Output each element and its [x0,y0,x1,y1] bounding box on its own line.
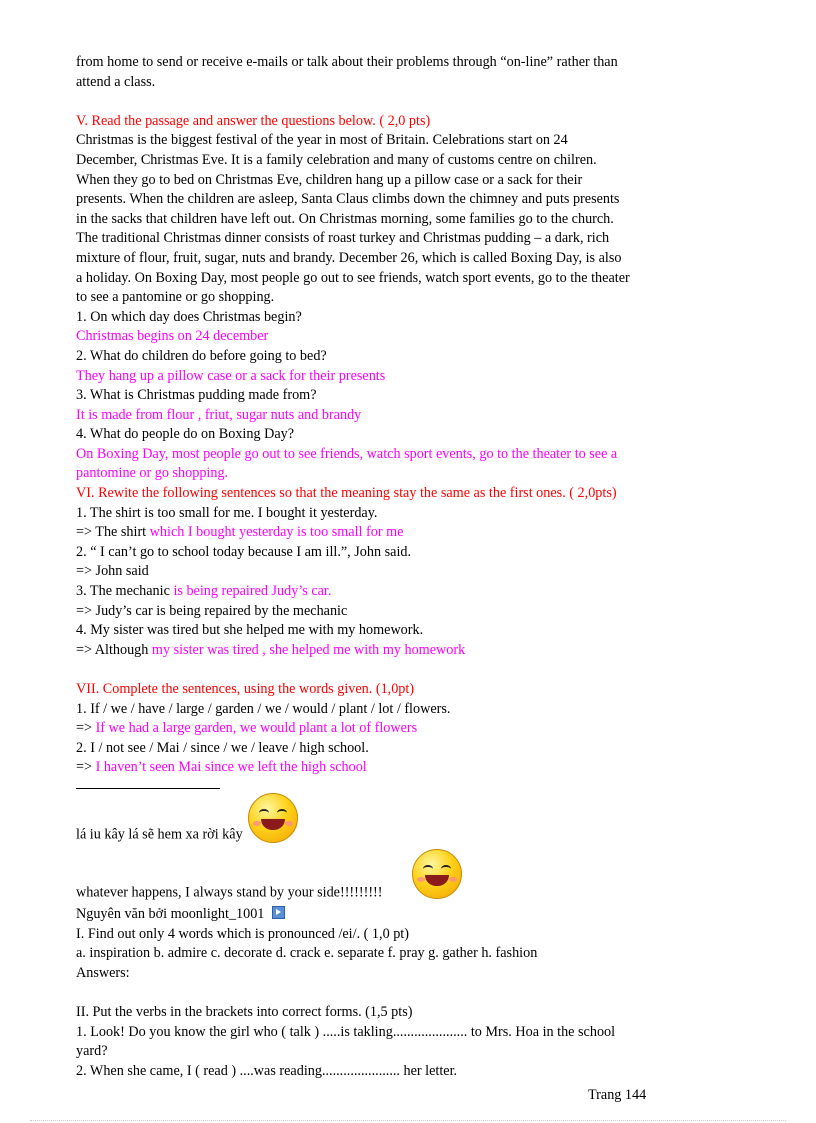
page-bottom-border [30,1120,786,1121]
answer: It is made from flour , friut, sugar nuts and brandy [76,406,362,423]
question: 4. What do people do on Boxing Day? [76,426,295,443]
view-post-arrow-icon[interactable] [272,906,285,919]
sentence: 2. I / not see / Mai / since / we / leave / high school. [76,739,369,756]
sentence-answer: is being repaired Judy’s car. [173,583,332,600]
rewrite-prefix: => Although [76,641,152,658]
completion-prefix: => [76,759,96,776]
passage-line: The traditional Christmas dinner consists of roast turkey and Christmas pudding – a dark, rich [76,230,610,247]
signature-divider [76,788,220,789]
intro-line: from home to send or receive e-mails or talk about their problems through “on-line” rather than [76,54,618,70]
sentence [76,582,716,602]
passage-line: Christmas is the biggest festival of the year in most of Britain. Celebrations start on 24 [76,132,568,149]
completion-line [76,719,716,739]
completion-answer: I haven’t seen Mai since we left the high school [95,759,367,776]
question: 2. What do children do before going to bed? [76,347,327,364]
answer: On Boxing Day, most people go out to see friends, watch sport events, go to the theater to see a [76,445,618,462]
rewrite-line: => John said [76,563,149,580]
smiley-icon [248,793,298,843]
options-line: a. inspiration b. admire c. decorate d. crack e. separate f. pray g. gather h. fashion [76,945,538,962]
passage-line: in the sacks that children have left out. On Christmas morning, some families go to the church. [76,210,614,227]
passage-line: December, Christmas Eve. It is a family celebration and many of customs centre on chilren. [76,151,597,168]
signature-line [76,795,716,847]
signature-text: whatever happens, I always stand by your side!!!!!!!!! [76,884,383,901]
rewrite-answer: which I bought yesterday is too small for me [149,524,404,541]
completion-prefix: => [76,720,96,737]
passage-line: When they go to bed on Christmas Eve, children hang up a pillow case or a sack for their [76,171,583,188]
exercise-heading: II. Put the verbs in the brackets into correct forms. (1,5 pts) [76,1003,413,1020]
completion-line [76,758,716,778]
question: 3. What is Christmas pudding made from? [76,387,317,404]
rewrite-prefix: => The shirt [76,524,150,541]
document-page [76,53,716,1081]
quote-author-line [76,905,716,925]
rewrite-line [76,523,716,543]
exercise-heading: I. Find out only 4 words which is pronounced /ei/. ( 1,0 pt) [76,925,409,942]
section-5-heading: V. Read the passage and answer the questions below. ( 2,0 pts) [76,112,431,129]
rewrite-line [76,641,716,661]
section-6-heading: VI. Rewite the following sentences so that the meaning stay the same as the first ones. ( 2,0pts) [76,485,617,502]
passage-line: mixture of flour, fruit, sugar, nuts and brandy. December 26, which is called Boxing Day, is also [76,249,622,266]
sentence-prefix: 3. The mechanic [76,583,174,600]
sentence: 1. If / we / have / large / garden / we / would / plant / lot / flowers. [76,700,451,717]
quote-author: Nguyên văn bởi moonlight_1001 [76,905,265,922]
question: 1. On which day does Christmas begin? [76,308,302,325]
section-7-heading: VII. Complete the sentences, using the words given. (1,0pt) [76,681,415,697]
intro-line: attend a class. [76,73,156,90]
page-number: Trang 144 [588,1087,647,1103]
signature-line [76,853,716,905]
rewrite-answer: my sister was tired , she helped me with my homework [151,641,466,658]
completion-answer: If we had a large garden, we would plant a lot of flowers [95,720,418,737]
answer: Christmas begins on 24 december [76,328,269,345]
smiley-icon [412,849,462,899]
passage-line: to see a pantomine or go shopping. [76,289,275,306]
answers-label: Answers: [76,964,130,981]
exercise-question: 2. When she came, I ( read ) ....was reading...................... her letter. [76,1062,458,1079]
sentence: 1. The shirt is too small for me. I bought it yesterday. [76,504,378,521]
answer: pantomine or go shopping. [76,465,229,482]
passage-line: a holiday. On Boxing Day, most people go out to see friends, watch sport events, go to the theater [76,269,630,286]
passage-line: presents. When the children are asleep, Santa Claus climbs down the chimney and puts presents [76,191,620,208]
sentence: 2. “ I can’t go to school today because I am ill.”, John said. [76,543,412,560]
answer: They hang up a pillow case or a sack for their presents [76,367,386,384]
rewrite-line: => Judy’s car is being repaired by the mechanic [76,602,348,619]
exercise-question: 1. Look! Do you know the girl who ( talk ) .....is takling..................... to Mrs. Hoa in the school [76,1023,616,1040]
sentence: 4. My sister was tired but she helped me with my homework. [76,622,424,639]
signature-text: lá iu kây lá sẽ hem xa rời kây [76,826,243,843]
exercise-question: yard? [76,1043,108,1060]
